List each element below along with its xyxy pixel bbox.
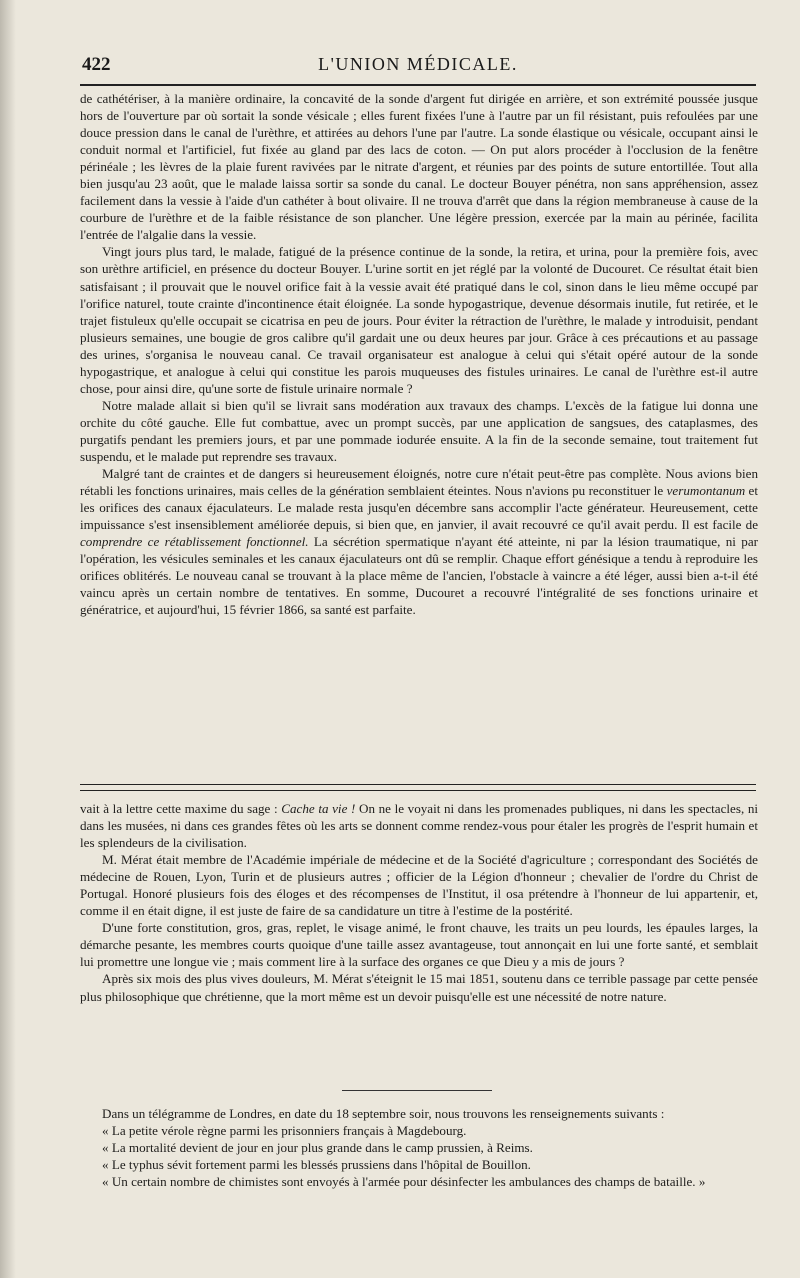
italic-term: verumontanum (666, 483, 746, 499)
journal-title: L'UNION MÉDICALE. (318, 54, 518, 74)
paragraph (80, 800, 758, 851)
text-run: La sécrétion spermatique n'ayant été atteinte, ni par la lésion traumatique, ni par l'opération, les vésicules seminales et les canaux éjaculateurs ont dû se remplir. Chaque effort génésique a tendu à reproduire les orifices oblitérés. Le nouveau canal se trouvant à la place même de l'ancien, l'obstacle à vaincre a été léger, aussi bien a-t-il été vaincu après un certain nombre de tentatives. En somme, Ducouret a recouvré l'intégralité de ses fonctions urinaire et génératrice, et aujourd'hui, 15 février 1866, sa santé est parfaite. (80, 534, 758, 618)
short-divider (342, 1090, 492, 1091)
italic-maxim: Cache ta vie ! (281, 801, 356, 816)
quote-line: « Un certain nombre de chimistes sont envoyés à l'armée pour désinfecter les ambulances des champs de bataille. » (102, 1174, 706, 1190)
feuilleton-continuation (80, 800, 758, 1005)
text-run: Malgré tant de craintes et de dangers si heureusement éloignés, notre cure n'était peut-être pas complète. Nous avions bien rétabli les fonctions urinaires, mais celles de la génération semblaient éteintes. Nous n'avions pu reconstituer le (80, 466, 758, 499)
paragraph: Vingt jours plus tard, le malade, fatigué de la présence continue de la sonde, la retira, et urina, pour la première fois, avec son urèthre artificiel, en présence du docteur Bouyer. L'urine sortit en jet réglé par la volonté de Ducouret. Ce résultat était bien satisfaisant ; il prouvait que le nouvel orifice fait à la vessie avait été pratiqué dans le col, sinon dans le lieu même occupé par l'orifice naturel, toute crainte d'incontinence était éloignée. La sonde hypogastrique, devenue désormais inutile, fut retirée, et le trajet fistuleux qu'elle occupait se cicatrisa en peu de jours. Pour éviter la rétraction de l'urèthre, le malade y introduisit, pendant plusieurs semaines, une bougie de gros calibre qu'il gardait une ou deux heures par jour. Grâce à ces précautions et au passage des urines, s'organisa le nouveau canal. Ce travail organisateur est analogue à celui qui s'était opéré autour de la sonde hypogastrique, et analogue à celui qui constitue les parois muqueuses des fistules urinaires. Le canal de l'urèthre est-il autre chose, pour ainsi dire, qu'une sorte de fistule urinaire normale ? (80, 244, 758, 396)
paragraph (80, 465, 758, 618)
page-number: 422 (82, 54, 111, 75)
text-run: On ne le voyait ni dans les promenades publiques, ni dans les spectacles, ni dans les musées, ni dans ces grandes fêtes où les arts se donnent comme rendez-vous pour étaler les progrès de l'esprit humain et les splendeurs de la civilisation. (80, 801, 759, 851)
section-divider (80, 784, 756, 791)
text-run: et les orifices des canaux éjaculateurs. Le malade resta jusqu'en décembre sans accomplir l'acte générateur. Heureusement, cette impuissance s'est insensiblement améliorée depuis, si bien que, en janvier, il avait recouvré ce qu'il avait perdu. Il est facile de (80, 483, 758, 533)
page-header (82, 54, 754, 78)
paragraph: M. Mérat était membre de l'Académie impériale de médecine et de la Société d'agriculture ; correspondant des Sociétés de médecine de Rouen, Lyon, Turin et de plusieurs autres ; officier de la Légion d'honneur ; chevalier de l'ordre du Christ de Portugal. Honoré plusieurs fois des éloges et des récompenses de l'Institut, il osa prétendre à l'honneur de lui appartenir, et, comme il en était digne, il est juste de faire de sa candidature un titre à l'estime de la postérité. (80, 852, 758, 919)
telegram-news (80, 1105, 758, 1190)
paragraph: Après six mois des plus vives douleurs, M. Mérat s'éteignit le 15 mai 1851, soutenu dans ce terrible passage par cette pensée plus philosophique que chrétienne, que la mort même est un devoir puisqu'elle est une nécessité de notre nature. (80, 971, 758, 1004)
italic-phrase: comprendre ce rétablissement fonctionnel. (80, 534, 309, 550)
page-binding-shadow (0, 0, 16, 1278)
text-run: vait à la lettre cette maxime du sage : (80, 801, 282, 816)
article-continuation (80, 90, 758, 618)
paragraph: Notre malade allait si bien qu'il se livrait sans modération aux travaux des champs. L'excès de la fatigue lui donna une orchite du côté gauche. Elle fut combattue, avec un prompt succès, par une application de sangsues, des cataplasmes, des purgatifs pendant les premiers jours, et par une pommade iodurée ensuite. A la fin de la seconde semaine, tout traitement fut suspendu, et le malade put reprendre ses travaux. (80, 397, 758, 464)
quote-line: « La petite vérole règne parmi les prisonniers français à Magdebourg. (102, 1123, 467, 1139)
quote-line: « Le typhus sévit fortement parmi les blessés prussiens dans l'hôpital de Bouillon. (102, 1157, 531, 1173)
paragraph: D'une forte constitution, gros, gras, replet, le visage animé, le front chauve, les traits un peu lourds, les épaules larges, la démarche pesante, les membres courts quoique d'une taille assez avantageuse, tout annonçait en lui une forte santé, et semblait lui promettre une longue vie ; mais comment lire à la surface des organes ce que Dieu y a mis de jours ? (80, 920, 758, 970)
paragraph: de cathétériser, à la manière ordinaire, la concavité de la sonde d'argent fut dirigée en arrière, et son extrémité poussée jusque hors de l'ouverture par où sortait la sonde vésicale ; elles furent fixées l'une à l'autre par un fil résistant, puis refoulées par une douce pression dans le canal de l'urèthre, et attirées au dehors l'une par l'autre. La sonde élastique ou vésicale, occupant ainsi le conduit normal et l'artificiel, fut fixée au gland par des lacs de coton. — On put alors procéder à l'occlusion de la fenêtre périnéale ; les lèvres de la plaie furent ravivées par le nitrate d'argent, et réunies par des points de suture entortillée. Tout alla bien jusqu'au 23 août, que le malade laissa sortir sa sonde du canal. Le docteur Bouyer pénétra, non sans appréhension, assez facilement dans la vessie à l'aide d'un cathéter à bout olivaire. Il ne trouva d'arrêt que dans la région membraneuse à cause de la courbure de l'urèthre et de la faible résistance de son plancher. Une légère pression, exercée par la main au périnée, facilita l'entrée de l'algalie dans la vessie. (80, 91, 758, 243)
quote-line: « La mortalité devient de jour en jour plus grande dans le camp prussien, à Reims. (102, 1140, 533, 1156)
paragraph: Dans un télégramme de Londres, en date du 18 septembre soir, nous trouvons les renseignements suivants : (102, 1106, 665, 1121)
header-rule (80, 84, 756, 86)
